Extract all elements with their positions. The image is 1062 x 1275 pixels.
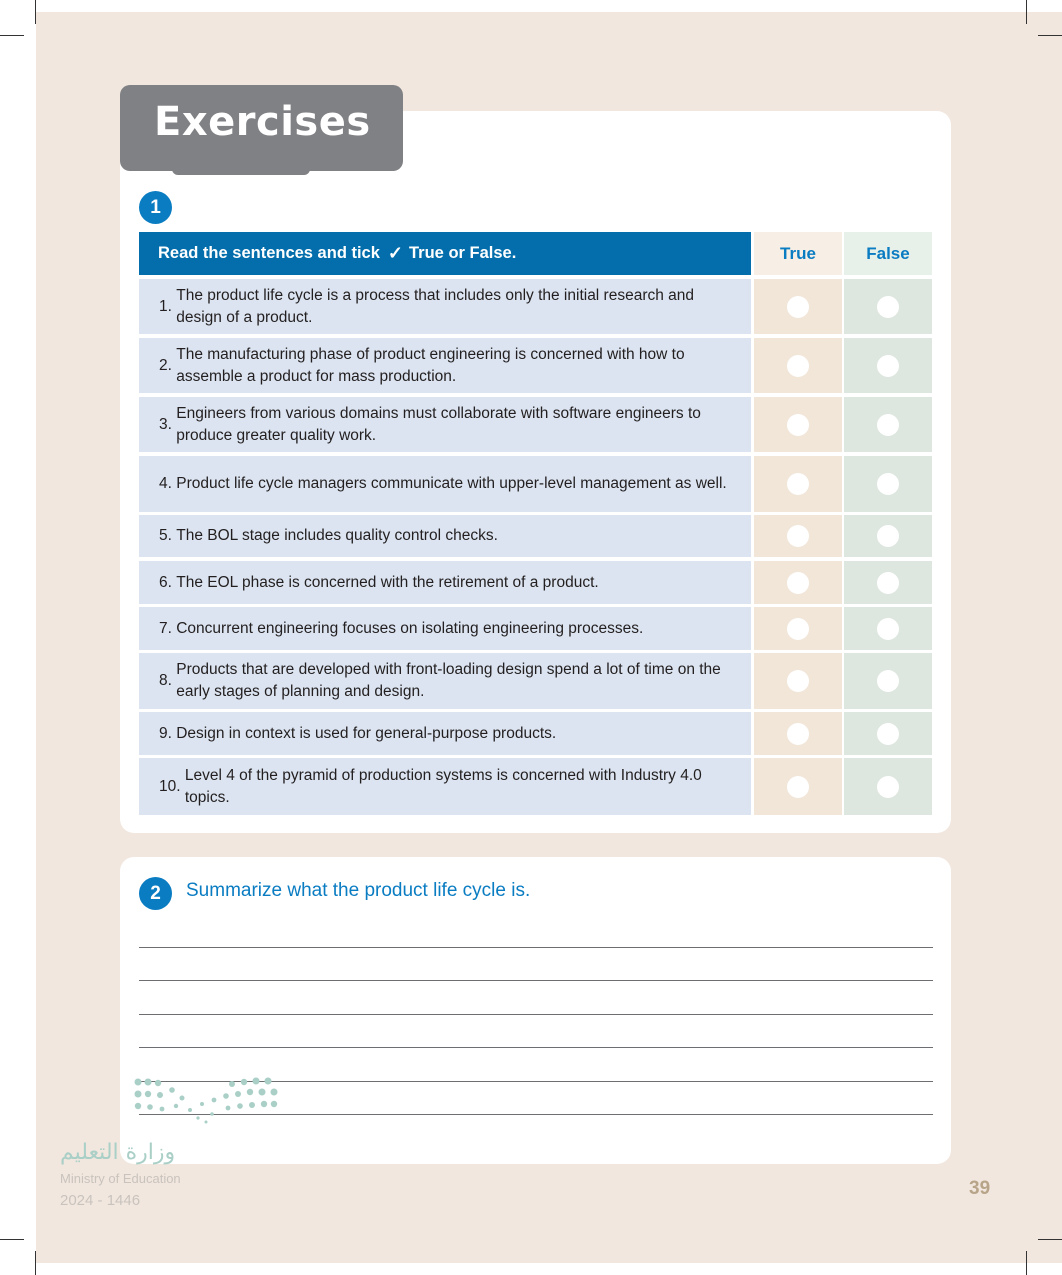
false-cell [844, 561, 932, 604]
false-cell [844, 397, 932, 452]
false-cell [844, 758, 932, 815]
false-radio[interactable] [877, 473, 899, 495]
crop-mark [0, 1239, 24, 1240]
false-radio[interactable] [877, 776, 899, 798]
true-radio[interactable] [787, 414, 809, 436]
true-radio[interactable] [787, 670, 809, 692]
statement-number: 2. [159, 356, 177, 374]
true-cell [754, 397, 842, 452]
true-cell [754, 279, 842, 334]
ministry-logo-icon [132, 1076, 282, 1128]
statement-row [139, 758, 751, 815]
statement-row [139, 561, 751, 604]
false-radio[interactable] [877, 670, 899, 692]
column-header-false: False [844, 232, 932, 275]
exercise2-number: 2 [139, 877, 172, 910]
ministry-name-arabic: وزارة التعليم [60, 1140, 176, 1165]
true-radio[interactable] [787, 296, 809, 318]
false-radio[interactable] [877, 723, 899, 745]
answer-line[interactable] [139, 1047, 933, 1048]
true-cell [754, 653, 842, 709]
false-cell [844, 456, 932, 512]
true-radio[interactable] [787, 723, 809, 745]
true-cell [754, 607, 842, 650]
crop-mark [1038, 1239, 1062, 1240]
statement-text: The BOL stage includes quality control checks. [176, 527, 498, 544]
false-radio[interactable] [877, 618, 899, 640]
exercise2-prompt: Summarize what the product life cycle is. [186, 880, 531, 901]
statement-row [139, 515, 751, 557]
true-radio[interactable] [787, 525, 809, 547]
false-radio[interactable] [877, 355, 899, 377]
statement-number: 3. [159, 415, 177, 433]
false-radio[interactable] [877, 525, 899, 547]
crop-mark [1038, 35, 1062, 36]
exercise1-instruction [139, 232, 751, 275]
false-cell [844, 712, 932, 755]
false-cell [844, 279, 932, 334]
statement-text: Design in context is used for general-purpose products. [176, 724, 557, 742]
statement-text: Products that are developed with front-loading design spend a lot of time on the early stages of planning and design. [176, 661, 721, 700]
false-radio[interactable] [877, 414, 899, 436]
true-cell [754, 515, 842, 557]
statement-row [139, 712, 751, 755]
statement-row [139, 279, 751, 334]
statement-number: 4. [159, 475, 177, 492]
instruction-after: True or False. [409, 244, 517, 262]
true-cell [754, 456, 842, 512]
crop-mark [35, 0, 36, 24]
statement-text: The EOL phase is concerned with the retirement of a product. [176, 573, 599, 591]
true-radio[interactable] [787, 618, 809, 640]
statement-row [139, 607, 751, 650]
check-icon: ✓ [387, 243, 404, 263]
answer-line[interactable] [139, 980, 933, 981]
false-radio[interactable] [877, 572, 899, 594]
statement-row [139, 653, 751, 709]
statement-text: The product life cycle is a process that includes only the initial research and design of a product. [176, 286, 695, 326]
edition-year: 2024 - 1446 [60, 1192, 141, 1209]
true-radio[interactable] [787, 473, 809, 495]
answer-line[interactable] [139, 1014, 933, 1015]
statement-number: 8. [159, 672, 177, 689]
column-header-true: True [754, 232, 842, 275]
crop-mark [1026, 0, 1027, 24]
statement-number: 6. [159, 573, 177, 591]
false-cell [844, 338, 932, 393]
statement-number: 10. [159, 777, 185, 795]
statement-text: Engineers from various domains must collaborate with software engineers to produce greater quality work. [176, 404, 701, 444]
true-cell [754, 712, 842, 755]
statement-text: Concurrent engineering focuses on isolating engineering processes. [176, 619, 644, 637]
statement-number: 1. [159, 297, 177, 315]
true-cell [754, 338, 842, 393]
page-title: Exercises [154, 99, 371, 145]
statement-number: 5. [159, 527, 177, 544]
exercise1-number: 1 [139, 191, 172, 224]
statement-row [139, 338, 751, 393]
false-cell [844, 515, 932, 557]
answer-line[interactable] [139, 947, 933, 948]
statement-number: 9. [159, 724, 177, 742]
exercises-title-tab [120, 85, 403, 171]
statement-number: 7. [159, 619, 177, 637]
instruction-before: Read the sentences and tick [158, 244, 380, 262]
crop-mark [1026, 1251, 1027, 1275]
ministry-name-english: Ministry of Education [60, 1171, 181, 1186]
true-radio[interactable] [787, 572, 809, 594]
true-radio[interactable] [787, 355, 809, 377]
false-cell [844, 607, 932, 650]
statement-text: Product life cycle managers communicate with upper-level management as well. [176, 475, 727, 492]
crop-mark [35, 1251, 36, 1275]
false-cell [844, 653, 932, 709]
true-radio[interactable] [787, 776, 809, 798]
true-cell [754, 561, 842, 604]
crop-mark [0, 35, 24, 36]
page-number: 39 [969, 1178, 991, 1199]
statement-row [139, 456, 751, 512]
true-cell [754, 758, 842, 815]
statement-text: Level 4 of the pyramid of production systems is concerned with Industry 4.0 topics. [184, 766, 702, 806]
false-radio[interactable] [877, 296, 899, 318]
statement-row [139, 397, 751, 452]
statement-text: The manufacturing phase of product engineering is concerned with how to assemble a product for mass production. [176, 345, 685, 385]
